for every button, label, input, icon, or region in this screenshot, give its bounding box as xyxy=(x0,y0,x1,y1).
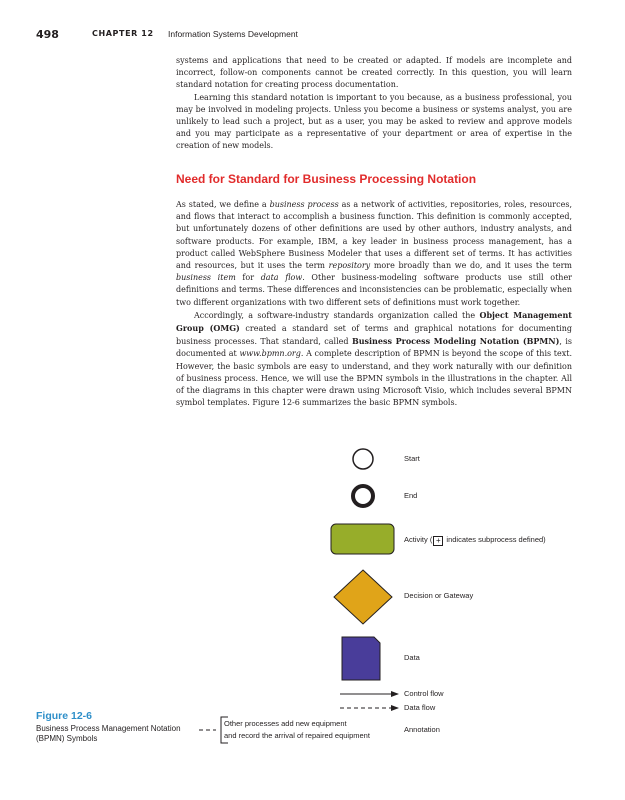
intro-text xyxy=(176,55,572,153)
data-object-icon xyxy=(342,637,380,680)
figure-number: Figure 12-6 xyxy=(36,710,93,722)
end-event-icon xyxy=(353,486,373,506)
page-header xyxy=(0,28,625,42)
section-text xyxy=(176,199,572,409)
start-event-icon xyxy=(353,449,373,469)
section-paragraph-1: As stated, we define a business process as a network of activities, repositories, roles, resources, and flows that interact to accomplish a business function. This definition is commonly accepted, but unfortunately dozens of other definitions are used by other authors, industry analysts, and software products. For example, IBM, a key leader in business process management, has a product called WebSphere Business Modeler that uses a different set of terms. It has activities and resources, but it uses the term repository more broadly than we do, and it uses the term business item for data flow. Other business-modeling software products use still other definitions and terms. These differences and inconsistencies can be problematic, especially when two different organizations with two different sets of definitions must work together. xyxy=(176,200,573,307)
term-business-process: business process xyxy=(269,200,339,209)
chapter-label: CHAPTER 12 xyxy=(92,29,154,38)
end-label: End xyxy=(404,491,418,500)
section-paragraph-2: Accordingly, a software-industry standards organization called the Object Management Group (OMG) created a standard set of terms and graphical notations for documenting business processes. That standard, called Business Process Modeling Notation (BPMN), is documented at www.bpmn.org. A complete description of BPMN is beyond the scope of this text. However, the basic symbols are easy to understand, and they work naturally with our definition of business process. Hence, we will use the BPMN symbols in the illustrations in the chapter. All of the diagrams in this chapter were drawn using Microsoft Visio, which includes several BPMN symbol templates. Figure 12-6 summarizes the basic BPMN symbols. xyxy=(176,309,573,408)
intro-paragraph-2: Learning this standard notation is important to you because, as a business professional, you may be involved in modeling projects. Unless you become a business or systems analyst, you are unlikely to lead such a project, but as a user, you may be asked to review and approve models and you may participate as a representative of your department or area of expertise in the creation of new models. xyxy=(176,92,572,151)
term-bpmn: Business Process Modeling Notation (BPMN) xyxy=(351,336,560,347)
term-repository: repository xyxy=(328,261,371,271)
page-number: 498 xyxy=(36,28,59,41)
decision-gateway-icon xyxy=(334,570,392,624)
term-data-flow: data flow xyxy=(260,273,303,283)
start-label: Start xyxy=(404,454,420,463)
chapter-title: Information Systems Development xyxy=(168,29,298,39)
data-label: Data xyxy=(404,653,420,662)
section-heading: Need for Standard for Business Processing Notation xyxy=(176,172,477,186)
bpmn-url: www.bpmn.org xyxy=(239,349,301,359)
term-business-item: business item xyxy=(176,273,236,283)
activity-icon xyxy=(331,524,394,554)
plus-icon: + xyxy=(433,536,443,546)
figure-caption xyxy=(36,710,186,744)
figure-title: Business Process Management Notation (BPMN) Symbols xyxy=(36,724,181,743)
decision-label: Decision or Gateway xyxy=(404,591,474,600)
control-flow-label: Control flow xyxy=(404,689,444,698)
activity-label: Activity ( + indicates subprocess defined) xyxy=(404,535,546,545)
intro-paragraph-1: systems and applications that need to be created or adapted. If models are incomplete and incorrect, follow-on components cannot be created correctly. In this question, you will learn standard notation for creating process documentation. xyxy=(176,56,572,90)
annotation-text-line-1: Other processes add new equipment xyxy=(224,719,347,728)
annotation-text-line-2: and record the arrival of repaired equipment xyxy=(224,731,370,740)
annotation-label: Annotation xyxy=(404,725,440,734)
term-omg: Object Management Group (OMG) xyxy=(176,309,572,334)
data-flow-label: Data flow xyxy=(404,703,436,712)
